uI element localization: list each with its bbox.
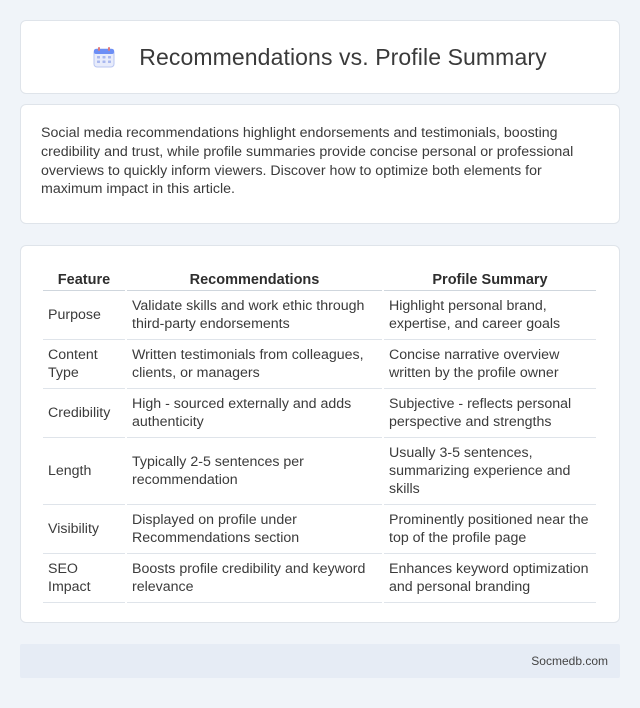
- cell-profile-summary: Subjective - reflects personal perspective and strengths: [384, 389, 596, 438]
- comparison-table: [41, 264, 598, 603]
- column-header-feature: Feature: [43, 264, 125, 291]
- footer-bar: [20, 644, 620, 678]
- cell-profile-summary: Enhances keyword optimization and personal branding: [384, 554, 596, 603]
- title-card: [20, 20, 620, 94]
- page-title: Recommendations vs. Profile Summary: [139, 43, 547, 70]
- cell-recommendations: Boosts profile credibility and keyword relevance: [127, 554, 382, 603]
- intro-paragraph: Social media recommendations highlight endorsements and testimonials, boosting credibility and trust, while profile summaries provide concise personal or professional overviews to quickly inform viewers. Discover how to optimize both elements for maximum impact in this article.: [41, 125, 574, 198]
- column-header-recommendations: Recommendations: [127, 264, 382, 291]
- table-row: [43, 554, 596, 603]
- table-row: [43, 291, 596, 340]
- cell-profile-summary: Usually 3-5 sentences, summarizing experience and skills: [384, 438, 596, 505]
- cell-feature: Length: [43, 438, 125, 505]
- cell-profile-summary: Concise narrative overview written by the profile owner: [384, 340, 596, 389]
- cell-recommendations: Validate skills and work ethic through third-party endorsements: [127, 291, 382, 340]
- calendar-icon: [93, 46, 115, 68]
- table-row: [43, 340, 596, 389]
- cell-feature: Credibility: [43, 389, 125, 438]
- cell-feature: Visibility: [43, 505, 125, 554]
- cell-profile-summary: Highlight personal brand, expertise, and career goals: [384, 291, 596, 340]
- cell-recommendations: Typically 2-5 sentences per recommendation: [127, 438, 382, 505]
- column-header-profile-summary: Profile Summary: [384, 264, 596, 291]
- source-label: Socmedb.com: [531, 654, 608, 668]
- table-row: [43, 438, 596, 505]
- intro-card: [20, 104, 620, 224]
- cell-feature: SEO Impact: [43, 554, 125, 603]
- cell-recommendations: Displayed on profile under Recommendations section: [127, 505, 382, 554]
- table-header-row: [43, 264, 596, 291]
- table-row: [43, 389, 596, 438]
- cell-recommendations: Written testimonials from colleagues, clients, or managers: [127, 340, 382, 389]
- cell-feature: Content Type: [43, 340, 125, 389]
- cell-feature: Purpose: [43, 291, 125, 340]
- comparison-table-card: [20, 245, 620, 623]
- cell-recommendations: High - sourced externally and adds authenticity: [127, 389, 382, 438]
- table-row: [43, 505, 596, 554]
- cell-profile-summary: Prominently positioned near the top of the profile page: [384, 505, 596, 554]
